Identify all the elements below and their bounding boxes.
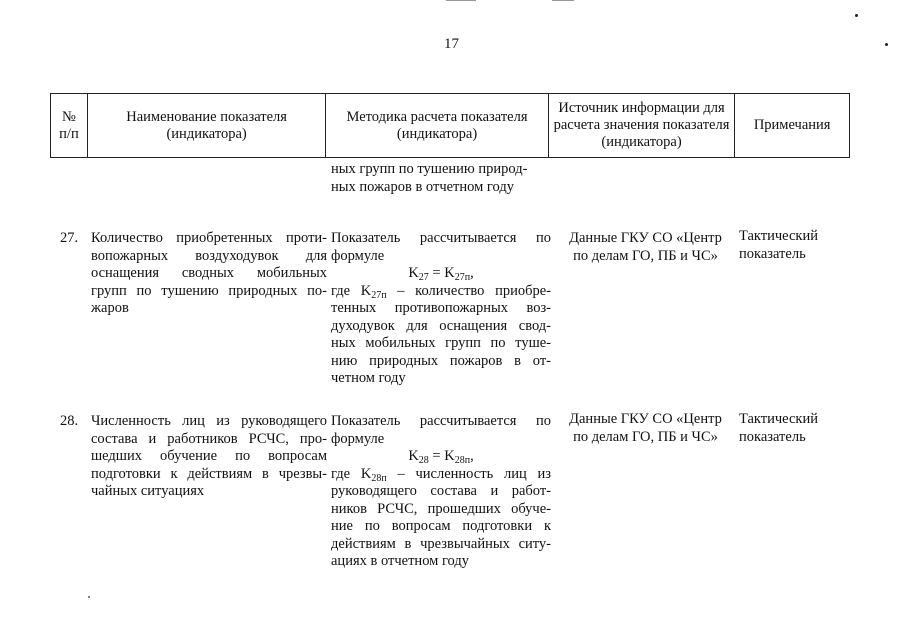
formula-rhs-subscript: 28п bbox=[454, 455, 471, 466]
where-subscript: 28п bbox=[371, 472, 387, 484]
formula-lhs-subscript: 28 bbox=[418, 455, 429, 466]
header-col-name: Наименование показателя (индикатора) bbox=[88, 94, 326, 157]
formula bbox=[331, 265, 551, 283]
indicator-name bbox=[91, 230, 327, 318]
top-edge-mark bbox=[552, 0, 574, 1]
text-line: четном году bbox=[331, 370, 406, 386]
text-line: Тактический bbox=[739, 411, 818, 427]
text-line: Тактический bbox=[739, 228, 818, 244]
text-line: подготовки к действиям в чрезвы- bbox=[91, 465, 327, 482]
text-line: формуле bbox=[331, 430, 385, 447]
where-rest: – количество приобре- bbox=[386, 282, 551, 299]
text-line bbox=[331, 466, 551, 484]
text-line: групп по тушению природных по- bbox=[91, 282, 327, 299]
notes bbox=[739, 228, 849, 263]
calculation-method bbox=[331, 413, 551, 571]
text-line: показатель bbox=[739, 245, 806, 262]
page-number: 17 bbox=[444, 36, 459, 52]
formula-lhs: K bbox=[408, 448, 419, 464]
formula-tail: , bbox=[470, 448, 474, 464]
notes bbox=[739, 411, 849, 446]
text-line: состава и работников РСЧС, про- bbox=[91, 430, 327, 447]
text-line: чайных ситуациях bbox=[91, 483, 205, 499]
text-line: действиям в чрезвычайных ситу- bbox=[331, 535, 551, 552]
text-line: Показатель рассчитывается по bbox=[331, 413, 551, 429]
text-line: Данные ГКУ СО «Центр bbox=[569, 411, 722, 427]
text-line: по делам ГО, ПБ и ЧС» bbox=[573, 428, 718, 445]
information-source bbox=[553, 411, 738, 446]
text-line: жаров bbox=[91, 300, 129, 316]
formula-equals: = K bbox=[428, 265, 455, 281]
text-line: Численность лиц из руководящего bbox=[91, 413, 327, 429]
continuation-text bbox=[331, 161, 551, 196]
table-header bbox=[50, 93, 850, 158]
text-line: ациях в отчетном году bbox=[331, 553, 470, 569]
text-line bbox=[331, 283, 551, 301]
text-line: оснащения сводных мобильных bbox=[91, 265, 327, 281]
formula-tail: , bbox=[470, 265, 474, 281]
formula-lhs-subscript: 27 bbox=[418, 272, 429, 283]
header-col-source: Источник информации для расчета значения показателя (индикатора) bbox=[549, 94, 736, 157]
text-line: ных мобильных групп по туше- bbox=[331, 335, 551, 351]
text-line: Данные ГКУ СО «Центр bbox=[569, 230, 722, 246]
text-line: руководящего состава и работ- bbox=[331, 483, 551, 499]
header-col-notes: Примечания bbox=[753, 117, 831, 133]
text-line: тенных противопожарных воз- bbox=[331, 300, 551, 316]
indicator-name bbox=[91, 413, 327, 501]
text-line: Показатель рассчитывается по bbox=[331, 230, 551, 246]
where-prefix: где K bbox=[331, 282, 372, 299]
formula-equals: = K bbox=[428, 448, 455, 464]
row-number: 28. bbox=[60, 413, 79, 429]
text-line: ние по вопросам подготовки к bbox=[331, 518, 551, 534]
row-number: 27. bbox=[60, 230, 79, 246]
text-line: нию природных пожаров в от- bbox=[331, 352, 551, 369]
text-line: Количество приобретенных проти- bbox=[91, 230, 327, 246]
scan-speck bbox=[855, 14, 858, 17]
where-subscript: 27п bbox=[371, 289, 387, 301]
formula-rhs-subscript: 27п bbox=[454, 272, 471, 283]
scan-speck bbox=[88, 596, 90, 598]
formula bbox=[331, 448, 551, 466]
text-line: показатель bbox=[739, 428, 806, 445]
text-line: ников РСЧС, прошедших обуче- bbox=[331, 500, 551, 517]
text-line: духодувок для оснащения свод- bbox=[331, 317, 551, 334]
text-line: вопожарных воздуходувок для bbox=[91, 247, 327, 264]
formula-lhs: K bbox=[408, 265, 419, 281]
where-prefix: где K bbox=[331, 465, 372, 482]
continuation-line: ных групп по тушению природ- bbox=[331, 161, 528, 177]
where-rest: – численность лиц из bbox=[386, 465, 552, 482]
information-source bbox=[553, 230, 738, 265]
text-line: формуле bbox=[331, 247, 385, 264]
continuation-line: ных пожаров в отчетном году bbox=[331, 178, 514, 195]
top-edge-mark bbox=[446, 0, 476, 1]
text-line: шедших обучение по вопросам bbox=[91, 448, 327, 464]
calculation-method bbox=[331, 230, 551, 388]
header-col-method: Методика расчета показателя (индикатора) bbox=[326, 94, 548, 157]
text-line: по делам ГО, ПБ и ЧС» bbox=[573, 247, 718, 264]
header-col-number: № п/п bbox=[51, 94, 88, 157]
